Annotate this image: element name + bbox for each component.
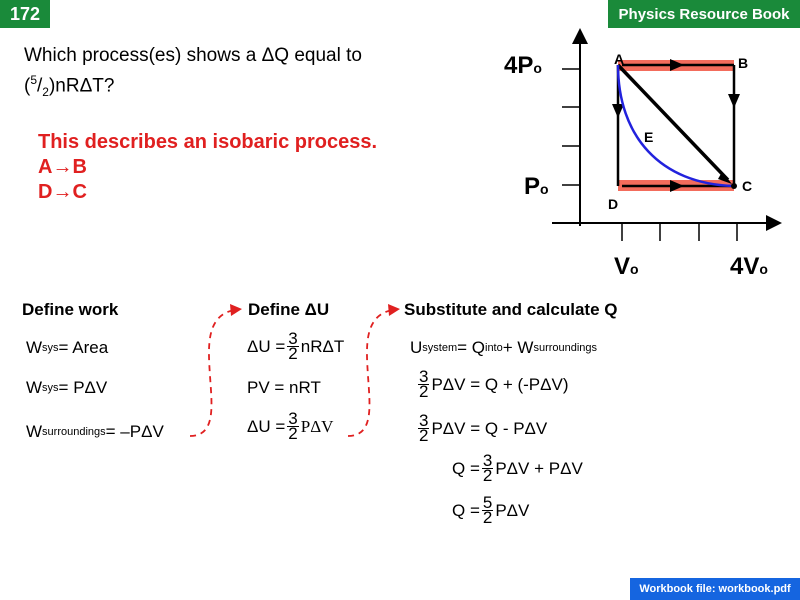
eq-wsys-area — [26, 338, 108, 358]
label-e: E — [644, 129, 654, 145]
eq-rhs: PΔV = Q + (-PΔV) — [431, 374, 569, 394]
slide-number: 172 — [0, 0, 50, 28]
heading-substitute: Substitute and calculate Q — [404, 300, 618, 319]
question-tail: )nRΔT? — [48, 75, 115, 97]
fraction-den: 2 — [288, 424, 298, 443]
eq-rhs: PΔV + PΔV — [495, 458, 583, 478]
pv-diagram — [490, 26, 790, 286]
y-label-4po: 4Po — [504, 52, 542, 79]
fraction — [287, 409, 298, 443]
fraction — [482, 451, 493, 485]
fraction-den: 2 — [288, 344, 298, 363]
x-label-4vo: 4Vo — [730, 253, 768, 280]
eq-du-pdv — [247, 409, 334, 443]
dashed-arrow-work-to-du — [186, 296, 250, 442]
eq-pv-nrt: PV = nRT — [247, 378, 321, 397]
fraction-den: 2 — [482, 508, 493, 527]
eq-lhs: ΔU = — [247, 416, 286, 436]
dashed-arrow-du-to-substitute — [344, 296, 408, 442]
fraction-num: 3 — [482, 451, 493, 470]
label-a: A — [614, 51, 625, 67]
eq-rhs: = PΔV — [58, 378, 108, 397]
y-ticks — [562, 69, 580, 185]
fraction-den: 2 — [482, 466, 493, 485]
eq-u-symbol: U — [410, 338, 423, 357]
eq-sub: surroundings — [42, 426, 106, 438]
eq-rhs: = –PΔV — [105, 422, 164, 441]
eq-sub: surroundings — [533, 342, 598, 354]
eq-wsurr-pdv — [26, 422, 164, 442]
question-line-1: Which process(es) shows a ΔQ equal to — [24, 45, 362, 66]
eq-du-nrdt — [247, 329, 345, 363]
label-b: B — [738, 55, 749, 71]
eq-w-symbol: W — [26, 422, 43, 441]
question-fraction-den: 2 — [42, 85, 49, 100]
x-ticks — [622, 223, 737, 241]
question-paren-open: ( — [24, 75, 31, 97]
fraction — [482, 493, 493, 527]
answer-block — [38, 130, 377, 205]
eq-sub: into — [485, 342, 503, 354]
answer-statement: This describes an isobaric process. — [38, 131, 378, 153]
eq-lhs: Q = — [452, 500, 480, 520]
eq-lhs: ΔU = — [247, 336, 286, 356]
fraction-num: 3 — [288, 409, 298, 428]
eq-mid: = Q — [457, 338, 485, 357]
fraction-num: 5 — [482, 493, 493, 512]
eq-rhs: PΔV — [300, 416, 334, 436]
fraction-num: 3 — [288, 329, 298, 348]
fraction-num: 3 — [419, 411, 429, 430]
question-line-2 — [24, 68, 464, 104]
eq-plus: + W — [502, 338, 534, 357]
eq-substitute-1 — [416, 367, 569, 401]
book-title: Physics Resource Book — [608, 0, 800, 28]
question-fraction-num: 5 — [30, 73, 38, 87]
heading-define-du: Define ΔU — [248, 300, 330, 319]
eq-substitute-2 — [416, 411, 548, 445]
y-label-po: Po — [524, 173, 549, 200]
fraction — [287, 329, 298, 363]
fraction-den: 2 — [419, 382, 429, 401]
eq-lhs: Q = — [452, 458, 480, 478]
eq-rhs: nRΔT — [300, 336, 345, 356]
label-c: C — [742, 178, 753, 194]
fraction-den: 2 — [419, 426, 429, 445]
eq-q-result — [452, 493, 530, 527]
eq-rhs: PΔV — [495, 500, 530, 520]
workbook-link[interactable]: Workbook file: workbook.pdf — [630, 578, 800, 600]
arrow-bc — [728, 94, 740, 108]
question-text — [24, 44, 464, 104]
fraction-num: 3 — [419, 367, 429, 386]
eq-sub: sys — [42, 342, 59, 354]
x-label-vo: Vo — [614, 253, 639, 280]
process-ac-diagonal — [618, 65, 728, 180]
eq-rhs: PΔV = Q - PΔV — [431, 418, 548, 438]
eq-rhs: = Area — [58, 338, 109, 357]
point-c-dot — [731, 183, 737, 189]
eq-q-sum — [452, 451, 583, 485]
answer-process-ab: A→B — [38, 156, 87, 178]
heading-define-work: Define work — [22, 300, 119, 319]
eq-w-symbol: W — [26, 378, 43, 397]
eq-w-symbol: W — [26, 338, 43, 357]
eq-sub: sys — [42, 382, 59, 394]
answer-process-dc: D→C — [38, 181, 87, 203]
fraction — [418, 411, 429, 445]
fraction — [418, 367, 429, 401]
eq-wsys-pdv — [26, 378, 107, 398]
label-d: D — [608, 196, 619, 212]
eq-sub: system — [422, 342, 458, 354]
question-fraction-slash: / — [37, 75, 43, 97]
eq-energy-balance — [410, 338, 597, 358]
